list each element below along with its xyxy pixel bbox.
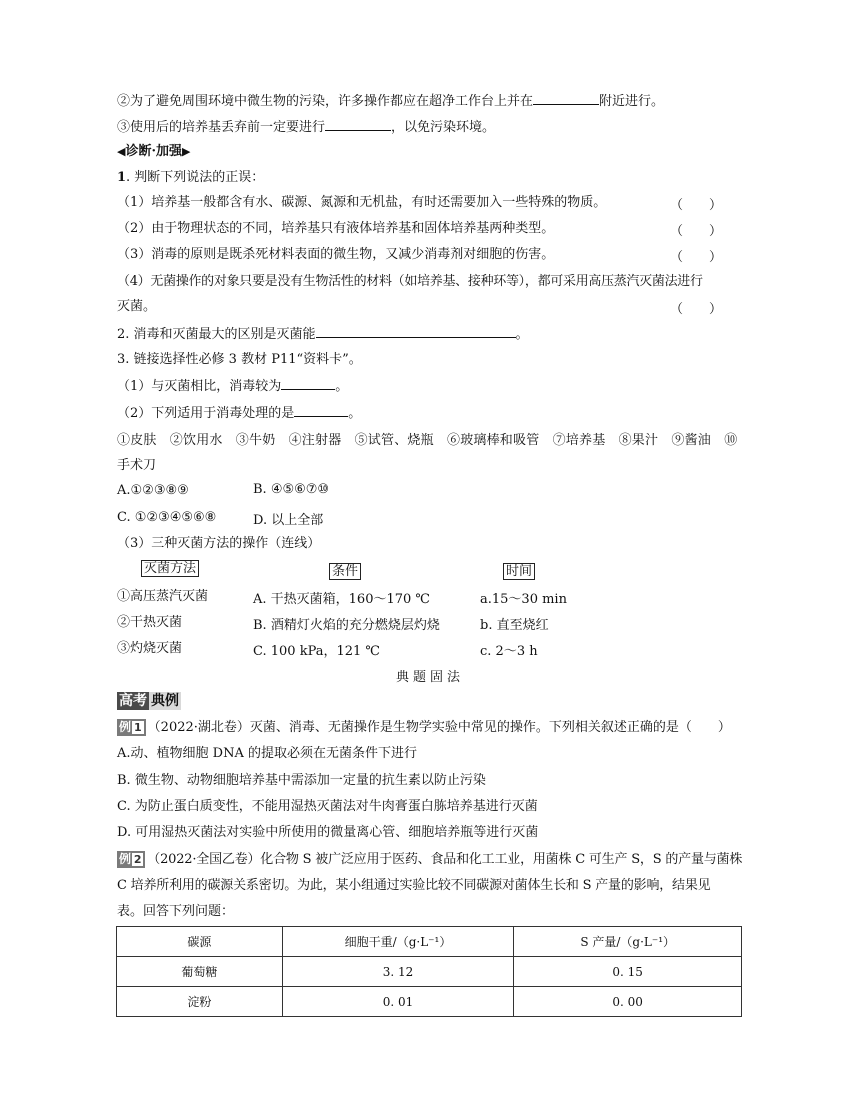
table-row <box>117 957 742 987</box>
answer-paren[interactable]: （ ） <box>670 250 723 265</box>
q3-2-suffix: 。 <box>348 406 362 421</box>
example-2-stem <box>117 851 742 869</box>
gaokao-badge <box>117 692 181 710</box>
example-1-option-b[interactable]: B. 微生物、动物细胞培养基中需添加一定量的抗生素以防止污染 <box>117 773 486 788</box>
example-1-option-d[interactable]: D. 可用湿热灭菌法对实验中所使用的微量离心管、细胞培养瓶等进行灭菌 <box>117 825 539 840</box>
triangle-left-icon: ◀ <box>117 145 126 158</box>
match-condition-c[interactable]: C. 100 kPa，121 ℃ <box>253 644 380 659</box>
example-2-stem-2: C 培养所利用的碳源关系密切。为此，某小组通过实验比较不同碳源对菌体生长和 S 产量的影响，结果见 <box>117 878 711 893</box>
q1-item-4: （4）无菌操作的对象只要是没有生物活性的材料（如培养基、接种环等），都可采用高压蒸汽灭菌法进行 <box>117 274 703 289</box>
answer-blank[interactable] <box>281 377 335 390</box>
match-time-a[interactable]: a.15～30 min <box>480 592 567 607</box>
match-method-1[interactable]: ①高压蒸汽灭菌 <box>117 589 209 604</box>
intro-line-2 <box>117 92 664 111</box>
example-2-mark: 例 2 <box>117 851 145 868</box>
q1-title: 1. 判断下列说法的正误： <box>117 170 265 185</box>
q1-item-3: （3）消毒的原则是既杀死材料表面的微生物，又减少消毒剂对细胞的伤害。 <box>117 247 555 262</box>
badge-part-1: 高考 <box>119 693 147 709</box>
q2-suffix: 。 <box>515 327 529 342</box>
match-time-c[interactable]: c. 2～3 h <box>480 644 538 659</box>
answer-blank[interactable] <box>533 92 599 105</box>
intro-line-3-suffix: ，以免污染环境。 <box>391 120 496 135</box>
answer-blank[interactable] <box>325 118 391 131</box>
match-header-time <box>503 560 535 579</box>
example-1-mark: 例 1 <box>117 719 146 736</box>
match-time-b[interactable]: b. 直至烧红 <box>480 618 549 633</box>
table-header-cell: S 产量/（g·L⁻¹） <box>514 927 742 957</box>
option-b[interactable]: B. ④⑤⑥⑦⑩ <box>253 482 330 497</box>
q3-title: 3. 链接选择性必修 3 教材 P11“资料卡”。 <box>117 352 362 367</box>
table-cell: 淀粉 <box>117 987 283 1017</box>
option-a[interactable]: A.①②③⑧⑨ <box>117 483 189 498</box>
intro-line-3-prefix: ③使用后的培养基丢弃前一定要进行 <box>117 120 326 135</box>
table-header-cell: 碳源 <box>117 927 283 957</box>
example-2-stem-text-1: （2022·全国乙卷）化合物 S 被广泛应用于医药、食品和化工工业，用菌株 C 可生产 S，S 的产量与菌株 <box>147 852 743 867</box>
q1-item-2: （2）由于物理状态的不同，培养基只有液体培养基和固体培养基两种类型。 <box>117 221 555 236</box>
table-cell: 0. 00 <box>514 987 742 1017</box>
q3-3-title: （3）三种灭菌方法的操作（连线） <box>117 536 321 551</box>
q3-2-prefix: （2）下列适用于消毒处理的是 <box>117 406 295 421</box>
answer-blank[interactable] <box>316 325 516 338</box>
carbon-source-table <box>116 926 742 1017</box>
intro-line-2-prefix: ②为了避免周围环境中微生物的污染，许多操作都应在超净工作台上并在 <box>117 94 534 109</box>
answer-paren[interactable]: （ ） <box>670 224 723 239</box>
match-header-method-text: 灭菌方法 <box>141 560 199 577</box>
q3-2-items-cont: 手术刀 <box>117 458 157 473</box>
table-header-cell: 细胞干重/（g·L⁻¹） <box>282 927 514 957</box>
example-1-stem <box>117 719 731 737</box>
triangle-right-icon: ▶ <box>182 145 191 158</box>
section-title: 典题固法 <box>395 670 464 685</box>
q3-2-items: ①皮肤 ②饮用水 ③牛奶 ④注射器 ⑤试管、烧瓶 ⑥玻璃棒和吸管 ⑦培养基 ⑧果汁 ⑨酱油 ⑩ <box>117 433 738 448</box>
example-1-stem-text: （2022·湖北卷）灭菌、消毒、无菌操作是生物学实验中常见的操作。下列相关叙述正确的是（ ） <box>147 720 731 735</box>
example-1-option-a[interactable]: A.动、植物细胞 DNA 的提取必须在无菌条件下进行 <box>117 746 417 761</box>
option-d[interactable]: D. 以上全部 <box>253 513 324 528</box>
match-condition-a[interactable]: A. 干热灭菌箱，160～170 ℃ <box>253 592 430 607</box>
diagnosis-heading <box>117 143 190 161</box>
q2-prefix: 2. 消毒和灭菌最大的区别是灭菌能 <box>117 327 316 342</box>
answer-blank[interactable] <box>294 404 348 417</box>
intro-line-2-suffix: 附近进行。 <box>599 94 665 109</box>
match-header-time-text: 时间 <box>503 563 535 580</box>
example-2-stem-3: 表。回答下列问题： <box>117 904 235 919</box>
badge-part-2: 典例 <box>151 693 179 709</box>
q1-item-1: （1）培养基一般都含有水、碳源、氮源和无机盐，有时还需要加入一些特殊的物质。 <box>117 195 607 210</box>
match-header-condition <box>329 560 361 579</box>
match-method-3[interactable]: ③灼烧灭菌 <box>117 641 183 656</box>
match-method-2[interactable]: ②干热灭菌 <box>117 615 183 630</box>
diagnosis-heading-text: 诊断·加强 <box>125 144 182 159</box>
q3-2 <box>117 404 361 423</box>
table-row <box>117 987 742 1017</box>
q2 <box>117 325 529 344</box>
answer-paren[interactable]: （ ） <box>670 198 723 213</box>
table-cell: 0. 15 <box>514 957 742 987</box>
table-header-row <box>117 927 742 957</box>
q3-1 <box>117 377 348 396</box>
q3-1-prefix: （1）与灭菌相比，消毒较为 <box>117 379 282 394</box>
q1-item-4-cont: 灭菌。 <box>117 299 157 314</box>
match-header-method <box>141 560 199 578</box>
answer-paren[interactable]: （ ） <box>670 302 723 317</box>
match-header-condition-text: 条件 <box>329 563 361 580</box>
option-c[interactable]: C. ①②③④⑤⑥⑧ <box>117 510 217 525</box>
table-cell: 葡萄糖 <box>117 957 283 987</box>
match-condition-b[interactable]: B. 酒精灯火焰的充分燃烧层灼烧 <box>253 618 440 633</box>
example-1-option-c[interactable]: C. 为防止蛋白质变性，不能用湿热灭菌法对牛肉膏蛋白胨培养基进行灭菌 <box>117 799 538 814</box>
q3-1-suffix: 。 <box>335 379 349 394</box>
table-cell: 3. 12 <box>282 957 514 987</box>
table-cell: 0. 01 <box>282 987 514 1017</box>
intro-line-3 <box>117 118 495 137</box>
